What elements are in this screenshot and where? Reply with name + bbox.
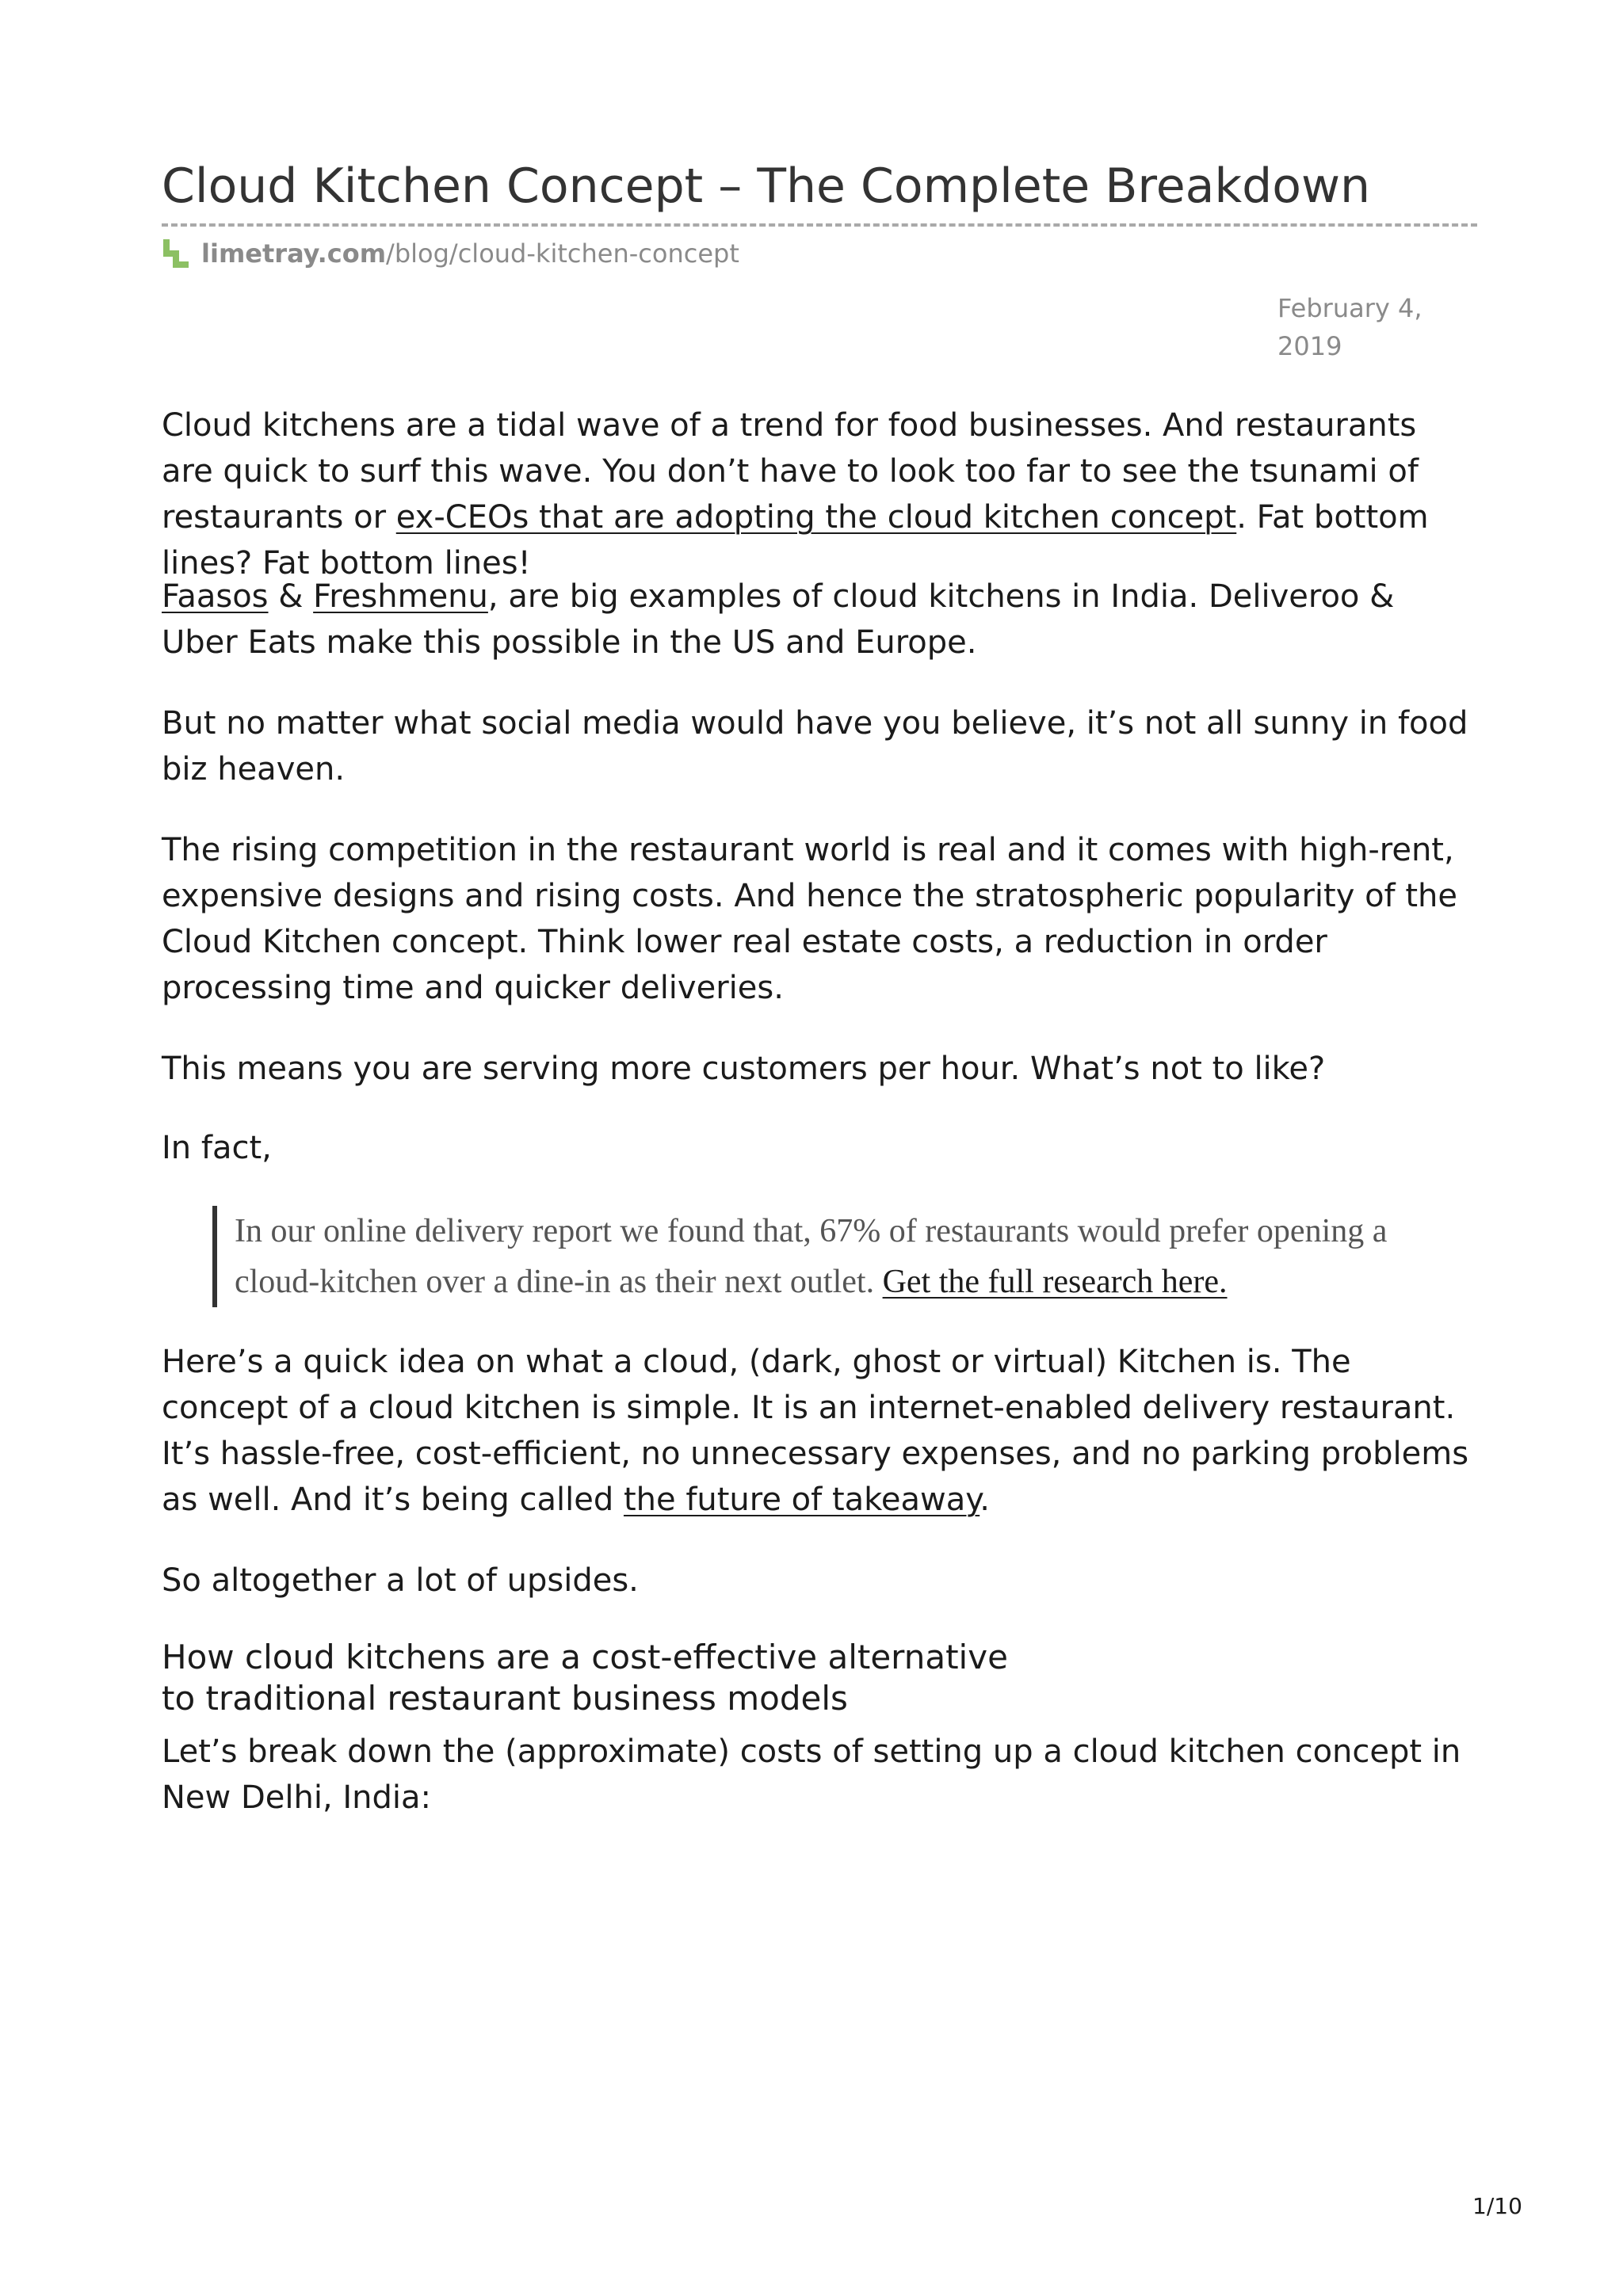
paragraph-customers: This means you are serving more customers per hour. What’s not to like? [162, 1051, 1326, 1087]
paragraph-sunny: But no matter what social media would have you believe, it’s not all sunny in food biz heaven. [162, 705, 1468, 788]
quote-text: In our online delivery report we found that, 67% of restaurants would prefer opening a cloud-kitchen over a dine-in as their next outlet. [235, 1213, 1388, 1300]
paragraph-upsides: So altogether a lot of upsides. [162, 1562, 639, 1599]
paragraph-text: . Fat bottom lines? Fat bottom lines! [162, 499, 1429, 582]
source-domain: limetray.com [201, 238, 387, 269]
section-heading-line: to traditional restaurant business models [162, 1679, 848, 1718]
publish-date: February 4, 2019 [1277, 293, 1423, 361]
page-title: Cloud Kitchen Concept – The Complete Breakdown [162, 158, 1371, 214]
paragraph-text: . [980, 1482, 990, 1518]
section-heading-line: How cloud kitchens are a cost-effective alternative [162, 1638, 1008, 1676]
title-divider [162, 223, 1477, 227]
paragraph-competition: The rising competition in the restaurant world is real and it comes with high-rent, expensive designs and rising costs. And hence the stratospheric popularity of the Cloud Kitchen concept. Think lower real estate costs, a reduction in order processing time and quicker deliveries. [162, 832, 1457, 1006]
paragraph-text: , are big examples of cloud kitchens in India. Deliveroo & Uber Eats make this possible in the US and Europe. [162, 578, 1395, 661]
ex-ceos-link[interactable]: ex-CEOs that are adopting the cloud kitchen concept [395, 499, 1237, 536]
future-of-takeaway-link[interactable]: the future of takeaway [623, 1482, 980, 1518]
paragraph-examples [162, 574, 1477, 666]
freshmenu-link[interactable]: Freshmenu [313, 578, 488, 615]
faasos-link[interactable]: Faasos [162, 578, 269, 615]
paragraph-costs-intro: Let’s break down the (approximate) costs of setting up a cloud kitchen concept in New Delhi, India: [162, 1733, 1461, 1816]
paragraph-text: & [268, 578, 314, 615]
page-number: 1/10 [1472, 2193, 1522, 2219]
paragraph-definition [162, 1339, 1477, 1523]
paragraph-text: Here’s a quick idea on what a cloud, (dark, ghost or virtual) Kitchen is. The concept of a cloud kitchen is simple. It is an internet-enabled delivery restaurant. It’s hassle-free, cost-efficient, no unnecessary expenses, and no parking problems as well. And it’s being called [162, 1344, 1469, 1518]
paragraph-text: Cloud kitchens are a tidal wave of a trend for food businesses. And restaurants are quick to surf this wave. You don’t have to look too far to see the tsunami of restaurants or [162, 407, 1419, 536]
source-link[interactable] [162, 236, 739, 271]
section-heading [162, 1637, 1192, 1719]
paragraph-intro [162, 402, 1477, 586]
source-path: /blog/cloud-kitchen-concept [386, 238, 739, 269]
paragraph-in-fact: In fact, [162, 1130, 272, 1166]
limetray-logo-icon [162, 238, 190, 269]
research-quote [212, 1206, 1471, 1307]
full-research-link[interactable]: Get the full research here. [882, 1264, 1228, 1300]
